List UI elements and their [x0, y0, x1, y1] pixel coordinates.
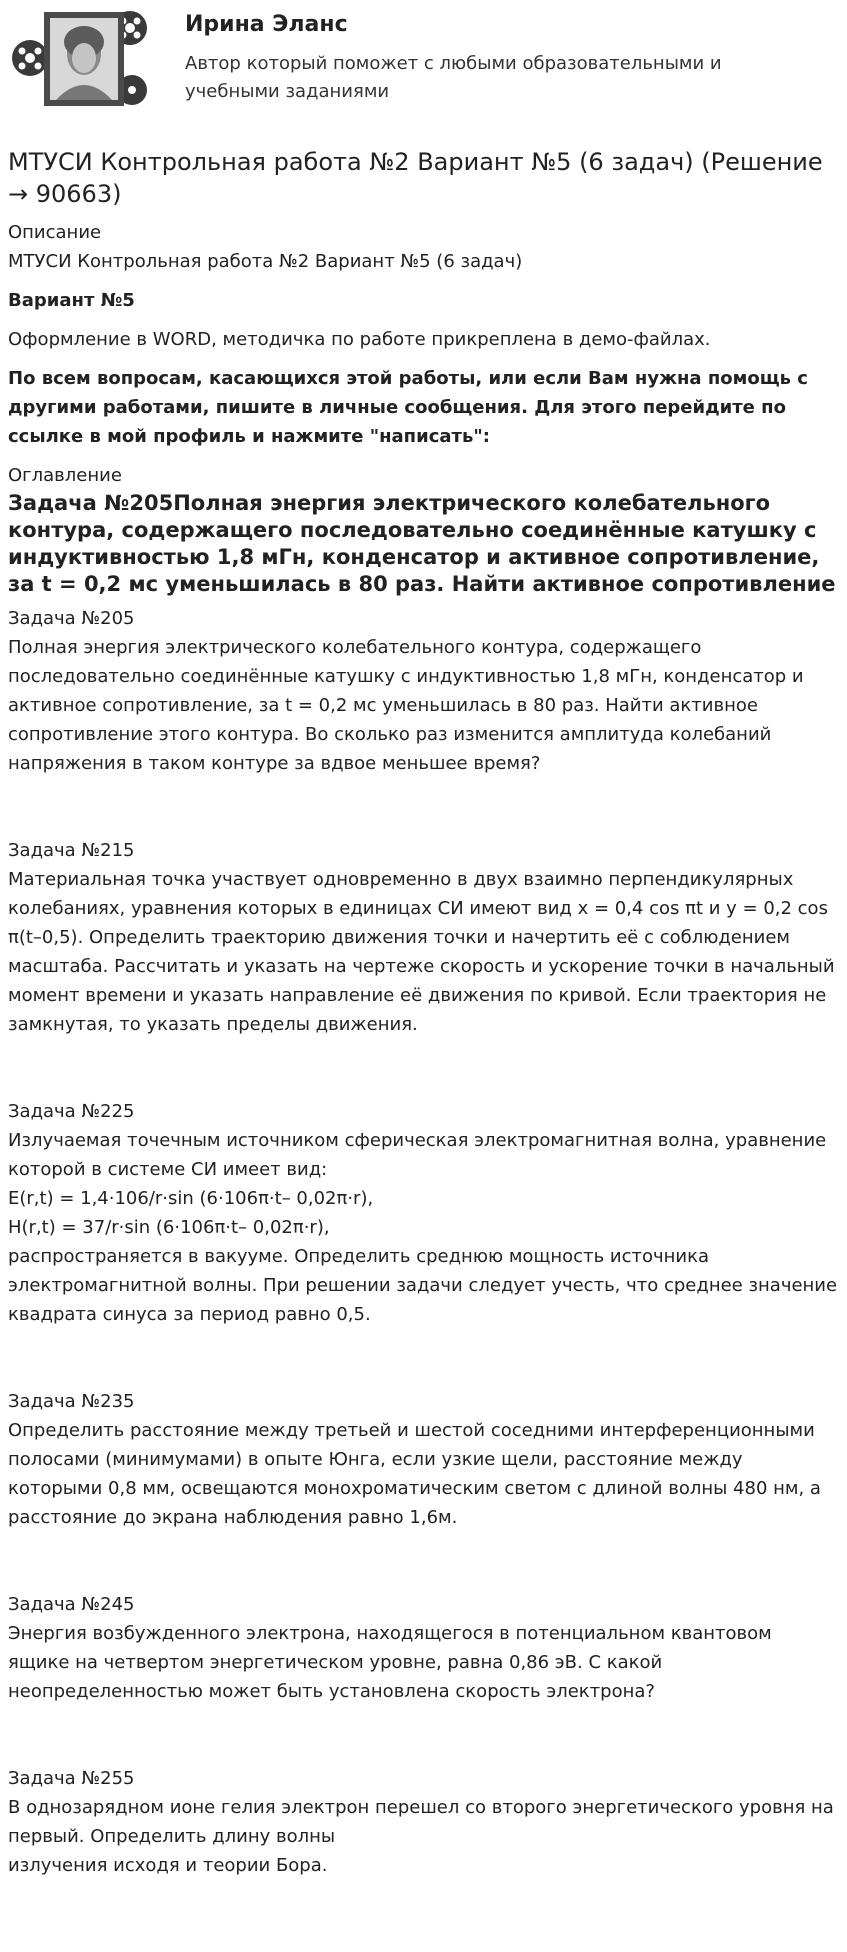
task-205-text: Полная энергия электрического колебательного контура, содержащего последовательно соединённые катушку с индуктивностью 1,8 мГн, конденсатор и активное сопротивление, за t = 0,2 мс уменьшилась в 80 раз. Найти активное сопротивление этого контура. Во сколько раз изменится амплитуда колебаний напряжения в таком контуре за вдвое меньшее время? — [8, 637, 804, 774]
task-215-label: Задача №215 — [8, 840, 135, 861]
task-225-text-2: распространяется в вакууме. Определить среднюю мощность источника электромагнитной волны. При решении задачи следует учесть, что среднее значение квадрата синуса за период равно 0,5. — [8, 1246, 838, 1325]
spacer — [8, 1706, 838, 1764]
task-245-text: Энергия возбужденного электрона, находящегося в потенциальном квантовом ящике на четвертом энергетическом уровне, равна 0,86 эВ. С какой неопределенностью может быть установлена скорость электрона? — [8, 1623, 772, 1702]
task-245-label: Задача №245 — [8, 1594, 135, 1615]
task-255-text-2: излучения исходя и теории Бора. — [8, 1855, 328, 1876]
spacer — [8, 778, 838, 836]
spacer — [8, 1039, 838, 1097]
task-225-equation-e: E(r,t) = 1,4·106/r·sin (6·106π·t– 0,02π·r), — [8, 1188, 374, 1209]
page-title: МТУСИ Контрольная работа №2 Вариант №5 (6 задач) (Решение → 90663) — [8, 148, 823, 208]
format-note: Оформление в WORD, методичка по работе прикреплена в демо-файлах. — [8, 329, 711, 350]
avatar[interactable] — [8, 8, 150, 108]
task-225-equation-h: H(r,t) = 37/r·sin (6·106π·t– 0,02π·r), — [8, 1217, 330, 1238]
author-description: Автор который поможет с любыми образовательными и учебными заданиями — [185, 53, 722, 102]
author-header — [0, 0, 847, 150]
task-255-text: В однозарядном ионе гелия электрон перешел со второго энергетического уровня на первый. Определить длину волны — [8, 1797, 834, 1847]
task-255-label: Задача №255 — [8, 1768, 135, 1789]
toc-heading: Задача №205Полная энергия электрического колебательного контура, содержащего последовательно соединённые катушку с индуктивностью 1,8 мГн, конденсатор и активное сопротивление, за t = 0,2 мс уменьшилась в 80 раз. Найти активное сопротивление — [8, 491, 836, 596]
variant-label: Вариант №5 — [8, 290, 135, 311]
contact-note: По всем вопросам, касающихся этой работы, или если Вам нужна помощь с другими работами, пишите в личные сообщения. Для этого перейдите по ссылке в мой профиль и нажмите "написать": — [8, 368, 808, 447]
task-235-label: Задача №235 — [8, 1391, 135, 1412]
task-225-text: Излучаемая точечным источником сферическая электромагнитная волна, уравнение которой в системе СИ имеет вид: — [8, 1130, 827, 1180]
task-225-label: Задача №225 — [8, 1101, 135, 1122]
toc-label: Оглавление — [8, 465, 122, 486]
main-content — [8, 146, 838, 1880]
task-235-text: Определить расстояние между третьей и шестой соседними интерференционными полосами (минимумами) в опыте Юнга, если узкие щели, расстояние между которыми 0,8 мм, освещаются монохроматическим светом с длиной волны 480 нм, а расстояние до экрана наблюдения равно 1,6м. — [8, 1420, 821, 1528]
task-215-text: Материальная точка участвует одновременно в двух взаимно перпендикулярных колебаниях, уравнения которых в единицах СИ имеют вид x = 0,4 cos πt и y = 0,2 cos π(t–0,5). Определить траекторию движения точки и начертить её с соблюдением масштаба. Рассчитать и указать на чертеже скорость и ускорение точки в начальный момент времени и указать направление её движения по кривой. Если траектория не замкнутая, то указать пределы движения. — [8, 869, 835, 1035]
author-name[interactable]: Ирина Эланс — [185, 12, 348, 37]
spacer — [8, 1532, 838, 1590]
description-text: МТУСИ Контрольная работа №2 Вариант №5 (6 задач) — [8, 251, 523, 272]
description-label: Описание — [8, 222, 102, 243]
task-205-label: Задача №205 — [8, 608, 135, 629]
spacer — [8, 1329, 838, 1387]
avatar-image — [8, 8, 150, 108]
